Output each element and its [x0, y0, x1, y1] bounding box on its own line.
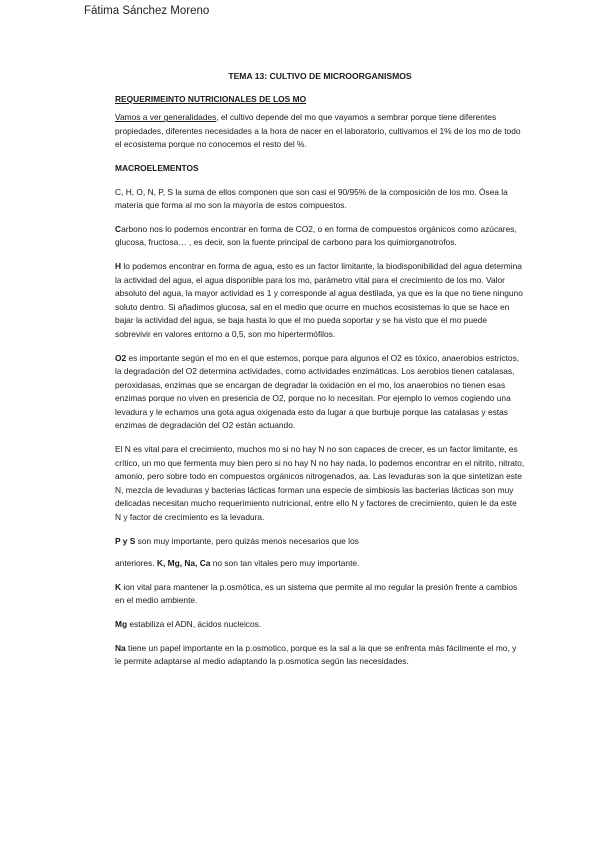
intro-paragraph: [115, 111, 525, 152]
section-heading: REQUERIMEINTO NUTRICIONALES DE LOS MO: [115, 93, 307, 104]
author-name: Fátima Sánchez Moreno: [84, 5, 210, 17]
hydrogen-text: lo podemos encontrar en forma de agua, esto es un factor limitante, la biodisponibilidad del agua determina la actividad del agua, el agua disponible para los mo, parámetro vital para el crecimiento de los mo. Valor absoluto del agua, la mayor actividad es 1 y corresponde al agua destilada, ya que es la que no tiene ninguno soluto dentro. Si añadimos glucosa, sal en el medio que ocurre en muchos ecosistemas lo que se hace en bajar la actividad del agua, se baja hasta lo que el mo pueda soportar y se ha visto que el mo puede sobrevivir en valores entorno a 0,5, son mo hipertermófilos.: [115, 260, 523, 339]
paragraph-hydrogen: [115, 260, 525, 342]
carbon-text: arbono nos lo podemos encontrar en forma de CO2, o en forma de compuestos orgánicos como azúcares, glucosa, fructosa… , es decir, son la fuente principal de carbono para los quimiorganotrofos.: [115, 223, 517, 248]
sodium-lead: Na: [115, 642, 126, 653]
sodium-text: tiene un papel importante en la p.osmotico, porque es la sal a la que se enfrenta más fácilmente el mo, y le permite adaptarse al medio adaptando la p.osmotica según las necesidades.: [115, 642, 517, 667]
magnesium-text: estabiliza el ADN, ácidos nucleicos.: [127, 619, 262, 629]
paragraph-anteriores: [115, 557, 525, 571]
document-body: [115, 70, 525, 679]
paragraph-nitrogen: El N es vital para el crecimiento, muchos mo si no hay N no son capaces de crecer, es un factor limitante, es crítico, un mo que fermenta muy bien pero si no hay N no hay nada, lo podemos encontrar en el nitrito, nitrato, amonio, pero sobre todo en compuestos orgánicos nitrogenados, aa. Las levaduras son la que sintetizan este N, mezcla de levaduras y bacterias lácticas forman una especie de simbiosis las bacterias lácticas son muy delicadas necesitan mucho requerimiento nutricional, entre ello N y factores de crecimiento, quien le da este N y factor de crecimiento es la levadura.: [115, 444, 525, 523]
paragraph-potassium: [115, 581, 525, 608]
anteriores-text: anteriores.: [115, 558, 157, 569]
magnesium-lead: Mg: [115, 619, 128, 629]
paragraph-oxygen: [115, 352, 525, 434]
carbon-lead: C: [115, 223, 122, 234]
paragraph-p-s: [115, 535, 525, 549]
paragraph-sodium: [115, 642, 525, 669]
intro-lead: Vamos a ver generalidades: [115, 112, 217, 123]
potassium-lead: K: [115, 581, 122, 592]
p-s-lead: P y S: [115, 535, 136, 546]
anteriores-rest: no son tan vitales pero muy importante.: [210, 558, 360, 569]
oxygen-text: es importante según el mo en el que estemos, porque para algunos el O2 es tóxico, anaerobios estrictos, la degradación del O2 determina actividades, como actividades enzimáticas. Los aerobios tienen catalasas, peroxidasas, enzimas que se encargan de degradar la oxidación en el mo, los anaerobios no tienen esas enzimas porque no viven en presencia de O2, porque no lo necesitan. Por ejemplo lo vemos cogiendo una levadura y le echamos una gota agua oxigenada esto da lugar a que burbuje porque las catalasas y estas enzimas de degradación del O2 están actuando.: [115, 352, 520, 431]
macroelements-heading: MACROELEMENTOS: [115, 162, 199, 173]
paragraph-magnesium: [115, 618, 525, 632]
paragraph-chnops: C, H, O, N, P, S la suma de ellos componen que son casi el 90/95% de la composición de los mo. Ósea la materia que forma al mo son la mayoría de estos compuestos.: [115, 186, 508, 211]
oxygen-lead: O2: [115, 352, 127, 363]
p-s-text: son muy importante, pero quizás menos necesarios que los: [135, 535, 359, 546]
potassium-text: ion vital para mantener la p.osmótica, es un sistema que permite al mo regular la presión frente a cambios en el medio ambiente.: [115, 581, 518, 606]
intro-text: , el cultivo depende del mo que vayamos a sembrar porque tiene diferentes propiedades, diferentes necesidades a la hora de nacer en el laboratorio, cultivamos el 1% de los mo de todo el ecosistema porque no conocemos el resto del %.: [115, 112, 521, 150]
document-title: TEMA 13: CULTIVO DE MICROORGANISMOS: [228, 71, 412, 81]
paragraph-carbon: [115, 223, 525, 250]
k-mg-na-ca-lead: K, Mg, Na, Ca: [156, 558, 211, 569]
hydrogen-lead: H: [115, 260, 122, 271]
